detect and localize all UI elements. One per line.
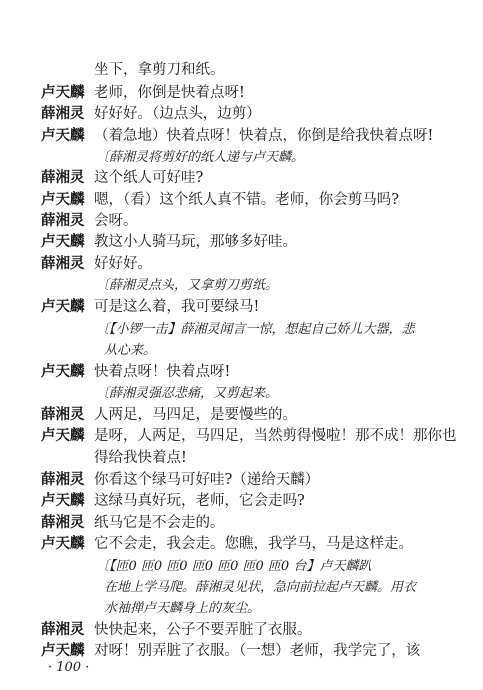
stage-text: 〔【匝0 匝0 匝0 匝0 匝0 匝0 匝0 台】卢天麟趴 [96,559,372,574]
line-text: 这绿马真好玩，老师，它会走吗? [94,493,305,509]
speaker-name: 薛湘灵 [41,406,85,423]
line-text: 好好好。 [94,256,152,272]
stage-text: 〔薛湘灵点头，又拿剪刀剪纸。 [96,278,279,293]
stage-text: 在地上学马爬。薛湘灵见状，急向前拉起卢天麟。用衣 [104,580,417,595]
speaker-name: 薛湘灵 [41,255,85,272]
script-line [0,491,483,515]
speaker-name: 卢天麟 [41,84,85,101]
speaker-name: 卢天麟 [41,492,85,509]
line-text: 是呀，人两足，马四足，当然剪得慢啦！那不成！那你也 [94,428,457,444]
speaker-name: 卢天麟 [41,127,85,144]
script-line [0,104,483,128]
stage-direction [0,383,483,407]
speaker-name: 卢天麟 [41,191,85,208]
line-text: 快快起来，公子不要弄脏了衣服。 [94,622,312,638]
speaker-name: 薛湘灵 [41,514,85,531]
script-line [0,232,483,256]
speaker-name: 薛湘灵 [41,212,85,229]
stage-direction [0,598,483,622]
stage-direction [0,275,483,299]
stage-direction [0,340,483,364]
speaker-name: 卢天麟 [41,535,85,552]
line-text: 老师，你倒是快着点呀! [94,85,245,101]
line-text: 得给我快着点! [94,450,187,466]
line-text: （着急地）快着点呀！快着点，你倒是给我快着点呀! [94,128,434,144]
line-text: 教这小人骑马玩，那够多好哇。 [94,234,297,250]
script-line [0,534,483,558]
stage-text: 水袖掸卢天麟身上的灰尘。 [104,601,261,616]
line-text: 纸马它是不会走的。 [94,515,225,531]
speaker-name: 卢天麟 [41,233,85,250]
line-text: 嗯，（看）这个纸人真不错。老师，你会剪马吗? [94,192,400,208]
stage-text: 〔【小锣一击】薛湘灵闻言一惊，想起自己娇儿大器，悲 [96,322,415,337]
speaker-name: 卢天麟 [41,427,85,444]
speaker-name: 薛湘灵 [41,471,85,488]
line-text: 你看这个绿马可好哇?（递给天麟） [94,472,320,488]
line-text: 人两足，马四足，是要慢些的。 [94,407,297,423]
speaker-name: 薛湘灵 [41,169,85,186]
stage-text: 〔薛湘灵将剪好的纸人递与卢天麟。 [96,150,305,165]
script-line [0,168,483,192]
line-text: 会呀。 [94,213,138,229]
speaker-name: 薛湘灵 [41,621,85,638]
line-text: 好好好。（边点头，边剪） [94,106,261,122]
script-line [0,60,483,84]
script-line [0,448,483,472]
script-line [0,297,483,321]
line-text: 可是这么着，我可要绿马! [94,299,260,315]
stage-text: 〔薛湘灵强忍悲痛，又剪起来。 [96,386,279,401]
page-number: · 100 · [48,660,90,675]
speaker-name: 薛湘灵 [41,105,85,122]
line-text: 对呀！别弄脏了衣服。（一想）老师，我学完了，该 [94,643,421,659]
line-text: 快着点呀！快着点呀! [94,364,231,380]
line-text: 它不会走，我会走。您瞧，我学马，马是这样走。 [94,536,413,552]
line-text: 坐下，拿剪刀和纸。 [94,62,225,78]
speaker-name: 卢天麟 [41,642,85,659]
speaker-name: 卢天麟 [41,298,85,315]
stage-text: 从心来。 [104,343,157,358]
script-line [0,426,483,450]
speaker-name: 卢天麟 [41,363,85,380]
line-text: 这个纸人可好哇? [94,170,204,186]
